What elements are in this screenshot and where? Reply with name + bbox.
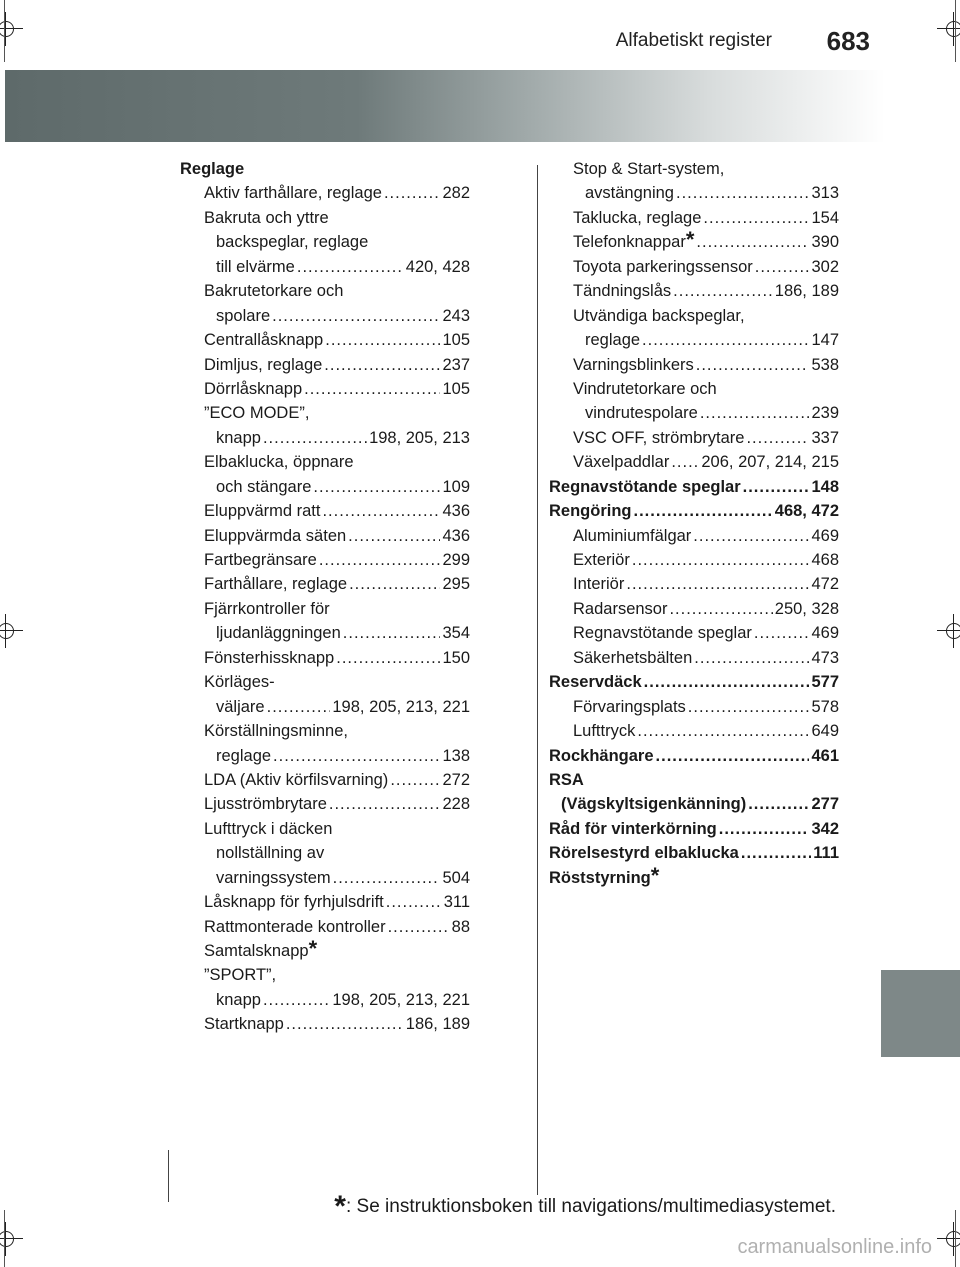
index-entry-label: LDA (Aktiv körfilsvarning) — [204, 770, 389, 789]
index-entry — [549, 597, 839, 621]
index-entry — [549, 841, 839, 865]
index-entry-page: 299 — [442, 551, 470, 569]
index-entry — [549, 401, 839, 425]
dot-leader — [748, 792, 809, 816]
index-entry-label: Dimljus, reglage — [204, 355, 323, 374]
index-entry-page: 342 — [811, 819, 839, 838]
index-entry-label: Tändningslås — [573, 282, 672, 301]
index-entry-page: 206, 207, 214, 215 — [701, 453, 839, 472]
index-entry: Telefonknappar * ..... 390 — [549, 230, 839, 254]
dot-leader — [644, 670, 810, 694]
index-entry-label: Centrallåsknapp — [204, 331, 324, 350]
index-entry-page: 461 — [811, 746, 839, 765]
crop-mark-bottom-left — [0, 1228, 17, 1250]
dot-leader — [673, 279, 773, 303]
dot-leader — [325, 328, 440, 352]
index-entry — [549, 670, 839, 694]
dot-leader — [671, 450, 699, 474]
footnote-asterisk: * — [334, 1190, 346, 1223]
index-entry-label: Rattmonterade kontroller — [204, 917, 386, 936]
index-entry-label: Röststyrning — [549, 868, 651, 887]
watermark: carmanualsonline.info — [737, 1236, 932, 1258]
index-entry-label: ljudanläggningen — [216, 624, 341, 643]
section-title: Alfabetiskt register — [615, 30, 772, 51]
dot-leader — [319, 548, 441, 572]
index-entry-page: 472 — [811, 575, 839, 594]
index-entry-label: Telefonknappar — [573, 233, 686, 252]
index-entry-page: 272 — [442, 770, 470, 789]
crop-mark-top-right — [943, 18, 960, 40]
index-entry-label: Varningsblinkers — [573, 355, 694, 374]
index-entry — [180, 499, 470, 523]
index-entry-label: Bakrutetorkare och — [204, 282, 344, 301]
index-entry — [549, 304, 839, 328]
dot-leader — [626, 572, 809, 596]
index-entry-label: nollställning av — [216, 844, 325, 863]
dot-leader — [286, 1012, 404, 1036]
page-number: 683 — [826, 26, 870, 56]
index-entry — [180, 450, 470, 474]
index-entry-page: 198, 205, 213, 221 — [332, 990, 470, 1009]
dot-leader — [324, 353, 440, 377]
index-entry-label: Utvändiga backspeglar, — [573, 306, 745, 325]
index-entry-label: vindrutespolare — [585, 404, 698, 423]
dot-leader — [273, 744, 440, 768]
dot-leader — [642, 328, 809, 352]
dot-leader — [263, 988, 330, 1012]
index-entry-label: Eluppvärmd ratt — [204, 502, 321, 521]
index-entry-label: Radarsensor — [573, 599, 668, 618]
index-entry-label: Körställningsminne, — [204, 722, 348, 741]
index-entry — [549, 255, 839, 279]
dot-leader — [343, 621, 441, 645]
index-entry-label: RSA — [549, 770, 584, 789]
index-entry-label: Stop & Start-system, — [573, 160, 725, 178]
index-entry-label: Rockhängare — [549, 746, 654, 765]
index-entry-page: 473 — [811, 648, 839, 667]
index-entry — [180, 328, 470, 352]
index-entry-label: Farthållare, reglage — [204, 575, 348, 594]
dot-leader — [754, 621, 810, 645]
index-entry — [549, 499, 839, 523]
crop-mark-mid-right — [943, 620, 960, 642]
index-entry-page: 105 — [442, 379, 470, 398]
index-entry — [180, 401, 470, 425]
index-entry-label: (Vägskyltsigenkänning) — [561, 795, 747, 814]
dot-leader — [637, 719, 809, 743]
index-entry-page: 250, 328 — [774, 599, 839, 618]
index-entry-page: 538 — [811, 355, 839, 374]
index-entry — [549, 572, 839, 596]
index-entry — [180, 792, 470, 816]
index-entry — [549, 792, 839, 816]
index-entry-label: Körläges- — [204, 673, 275, 692]
index-entry-page: 239 — [811, 404, 839, 423]
index-entry-label: knapp — [216, 428, 261, 447]
index-entry-page: 150 — [442, 648, 470, 667]
index-entry-label: Bakruta och yttre — [204, 208, 329, 227]
dot-leader — [755, 255, 810, 279]
index-entry-label: väljare — [216, 697, 265, 716]
trim-line-top-left — [4, 0, 5, 62]
index-entry-page: 111 — [813, 844, 839, 863]
index-entry-label: Eluppvärmda säten — [204, 526, 347, 545]
index-entry-label: VSC OFF, strömbrytare — [573, 428, 745, 447]
index-entry — [180, 841, 470, 865]
dot-leader — [336, 646, 440, 670]
dot-leader — [386, 890, 442, 914]
crop-mark-top-left — [0, 18, 17, 40]
index-entry-label: ”SPORT”, — [204, 966, 277, 985]
index-entry — [180, 524, 470, 548]
index-entry-page: 313 — [811, 184, 839, 203]
index-entry-label: Reglage — [180, 160, 245, 178]
dot-leader — [696, 230, 809, 254]
index-entry-page: 138 — [442, 746, 470, 765]
index-entry-label: Aktiv farthållare, reglage — [204, 184, 382, 203]
index-entry-label: Lufttryck — [573, 722, 636, 741]
index-entry — [549, 426, 839, 450]
index-entry-label: avstängning — [585, 184, 674, 203]
index-entry-page: 148 — [811, 477, 839, 496]
index-entry — [549, 377, 839, 401]
index-entry-label: Dörrlåsknapp — [204, 379, 303, 398]
dot-leader — [297, 255, 404, 279]
index-entry — [549, 524, 839, 548]
dot-leader — [272, 304, 440, 328]
index-entry — [549, 817, 839, 841]
index-entry — [180, 768, 470, 792]
index-entry — [549, 279, 839, 303]
dot-leader — [656, 744, 810, 768]
index-entry-label: Säkerhetsbälten — [573, 648, 693, 667]
dot-leader — [267, 695, 331, 719]
index-entry — [180, 377, 470, 401]
index-entry-page: 420, 428 — [405, 257, 470, 276]
index-entry-label: spolare — [216, 306, 271, 325]
index-entry — [180, 915, 470, 939]
index-entry-label: Fönsterhissknapp — [204, 648, 335, 667]
index-entry-page: 186, 189 — [774, 282, 839, 301]
index-entry-label: Regnavstötande speglar — [549, 477, 741, 496]
header-banner — [5, 70, 885, 142]
dot-leader — [669, 597, 772, 621]
index-entry — [549, 206, 839, 230]
index-entry-label: till elvärme — [216, 257, 295, 276]
index-entry-page: 436 — [442, 502, 470, 521]
index-entry-page: 337 — [811, 428, 839, 447]
trim-line-bottom-right — [955, 1210, 956, 1267]
dot-leader — [688, 695, 810, 719]
index-entry-label: Ljusströmbrytare — [204, 795, 327, 814]
index-entry-page: 649 — [811, 722, 839, 741]
index-entry — [549, 621, 839, 645]
trim-line-bottom-left — [4, 1210, 5, 1267]
index-entry-label: Rörelsestyrd elbaklucka — [549, 844, 739, 863]
dot-leader — [390, 768, 440, 792]
index-entry-label: Förvaringsplats — [573, 697, 686, 716]
section-tab-marker — [881, 970, 960, 1057]
dot-leader — [746, 426, 809, 450]
index-entry — [549, 744, 839, 768]
index-entry — [180, 988, 470, 1012]
index-entry-label: reglage — [585, 331, 641, 350]
dot-leader — [313, 475, 440, 499]
index-entry — [180, 230, 470, 254]
index-entry-label: Exteriör — [573, 551, 630, 569]
dot-leader — [741, 841, 811, 865]
index-entry-page: 468, 472 — [774, 502, 839, 521]
dot-leader — [384, 181, 441, 205]
index-entry — [180, 572, 470, 596]
dot-leader — [349, 572, 440, 596]
index-entry — [549, 646, 839, 670]
index-entry-page: 468 — [811, 551, 839, 569]
index-entry-label: reglage — [216, 746, 272, 765]
dot-leader — [304, 377, 440, 401]
index-entry-page: 577 — [811, 673, 839, 692]
index-entry-label: Samtalsknapp — [204, 942, 309, 960]
index-entry-label: Aluminiumfälgar — [573, 526, 692, 545]
index-entry — [180, 426, 470, 450]
index-column-left — [180, 157, 470, 1037]
index-entry-page: 295 — [442, 575, 470, 594]
index-entry-label: varningssystem — [216, 868, 331, 887]
dot-leader — [333, 866, 441, 890]
dot-leader — [700, 401, 810, 425]
index-entry — [180, 548, 470, 572]
index-entry — [180, 475, 470, 499]
index-entry — [180, 646, 470, 670]
dot-leader — [696, 353, 810, 377]
index-entry — [180, 866, 470, 890]
index-entry-page: 243 — [442, 306, 470, 325]
index-entry-label: Elbaklucka, öppnare — [204, 453, 354, 472]
index-entry-label: Toyota parkeringssensor — [573, 257, 753, 276]
index-entry — [180, 353, 470, 377]
index-entry-page: 88 — [451, 917, 470, 936]
dot-leader — [263, 426, 367, 450]
dot-leader — [329, 792, 441, 816]
dot-leader — [322, 499, 440, 523]
index-entry — [180, 304, 470, 328]
index-entry — [180, 890, 470, 914]
index-entry-page: 105 — [442, 331, 470, 350]
index-entry — [180, 744, 470, 768]
index-entry — [180, 206, 470, 230]
index-entry — [549, 328, 839, 352]
dot-leader — [348, 524, 440, 548]
index-entry — [549, 475, 839, 499]
index-entry-label: Fjärrkontroller för — [204, 599, 330, 618]
index-entry — [180, 695, 470, 719]
index-entry-label: Taklucka, reglage — [573, 208, 702, 227]
index-entry-page: 198, 205, 213 — [369, 428, 470, 447]
index-entry-page: 198, 205, 213, 221 — [332, 697, 470, 716]
index-entry-page: 390 — [811, 233, 839, 252]
index-entry — [549, 353, 839, 377]
footnote-text: : Se instruktionsboken till navigations/multimediasystemet. — [345, 1196, 836, 1217]
index-entry-label: Rengöring — [549, 502, 632, 521]
dot-leader — [743, 475, 810, 499]
index-entry-page: 469 — [811, 624, 839, 643]
index-entry-label: ”ECO MODE”, — [204, 404, 310, 423]
index-entry-page: 302 — [811, 257, 839, 276]
index-entry-page: 282 — [442, 184, 470, 203]
index-entry-page: 154 — [811, 208, 839, 227]
index-entry-page: 354 — [442, 624, 470, 643]
index-entry — [549, 695, 839, 719]
column-divider — [537, 165, 538, 1195]
index-entry-page: 469 — [811, 526, 839, 545]
index-entry-label: Låsknapp för fyrhjulsdrift — [204, 893, 384, 912]
index-entry — [180, 255, 470, 279]
index-entry-label: Fartbegränsare — [204, 551, 317, 569]
index-entry — [180, 621, 470, 645]
index-entry-page: 109 — [442, 477, 470, 496]
index-entry — [549, 450, 839, 474]
index-entry-label: Vindrutetorkare och — [573, 379, 717, 398]
index-entry-page: 311 — [443, 893, 470, 912]
index-entry — [180, 157, 470, 181]
dot-leader — [632, 548, 810, 572]
index-entry-label: Interiör — [573, 575, 625, 594]
index-entry-label: Reservdäck — [549, 673, 642, 692]
index-entry — [180, 279, 470, 303]
index-entry-page: 186, 189 — [405, 1015, 470, 1034]
dot-leader — [676, 181, 809, 205]
index-entry — [549, 548, 839, 572]
index-entry-label: Råd för vinterkörning — [549, 819, 717, 838]
index-entry — [549, 157, 839, 181]
dot-leader — [693, 524, 809, 548]
dot-leader — [703, 206, 809, 230]
trim-line-top-right — [955, 0, 956, 62]
index-entry-label: backspeglar, reglage — [216, 233, 369, 252]
index-entry — [180, 817, 470, 841]
dot-leader — [388, 915, 450, 939]
index-entry — [549, 719, 839, 743]
crop-mark-mid-left — [0, 620, 17, 642]
index-entry — [180, 719, 470, 743]
index-entry-label: och stängare — [216, 477, 312, 496]
index-entry-page: 228 — [442, 795, 470, 814]
index-entry-page: 504 — [442, 868, 470, 887]
index-entry-page: 578 — [811, 697, 839, 716]
dot-leader — [719, 817, 810, 841]
index-entry — [180, 597, 470, 621]
index-entry-label: Regnavstötande speglar — [573, 624, 752, 643]
index-entry — [180, 963, 470, 987]
index-entry — [180, 1012, 470, 1036]
dot-leader — [634, 499, 773, 523]
index-entry-label: Växelpaddlar — [573, 453, 670, 472]
index-entry: Samtalsknapp * — [180, 939, 470, 963]
crop-mark-bottom-right — [943, 1228, 960, 1250]
footnote — [334, 1190, 836, 1224]
index-entry — [549, 768, 839, 792]
index-entry-page: 147 — [811, 331, 839, 350]
dot-leader — [694, 646, 809, 670]
left-margin-rule — [168, 1150, 169, 1202]
index-entry-label: Startknapp — [204, 1015, 284, 1034]
index-entry — [549, 181, 839, 205]
index-entry-page: 237 — [442, 355, 470, 374]
index-entry-page: 436 — [442, 526, 470, 545]
index-entry — [180, 670, 470, 694]
index-entry: Röststyrning * — [549, 866, 839, 890]
index-column-right — [549, 157, 839, 890]
index-entry-label: Lufttryck i däcken — [204, 819, 333, 838]
index-entry-label: knapp — [216, 990, 261, 1009]
index-entry — [180, 181, 470, 205]
index-entry-page: 277 — [811, 795, 839, 814]
